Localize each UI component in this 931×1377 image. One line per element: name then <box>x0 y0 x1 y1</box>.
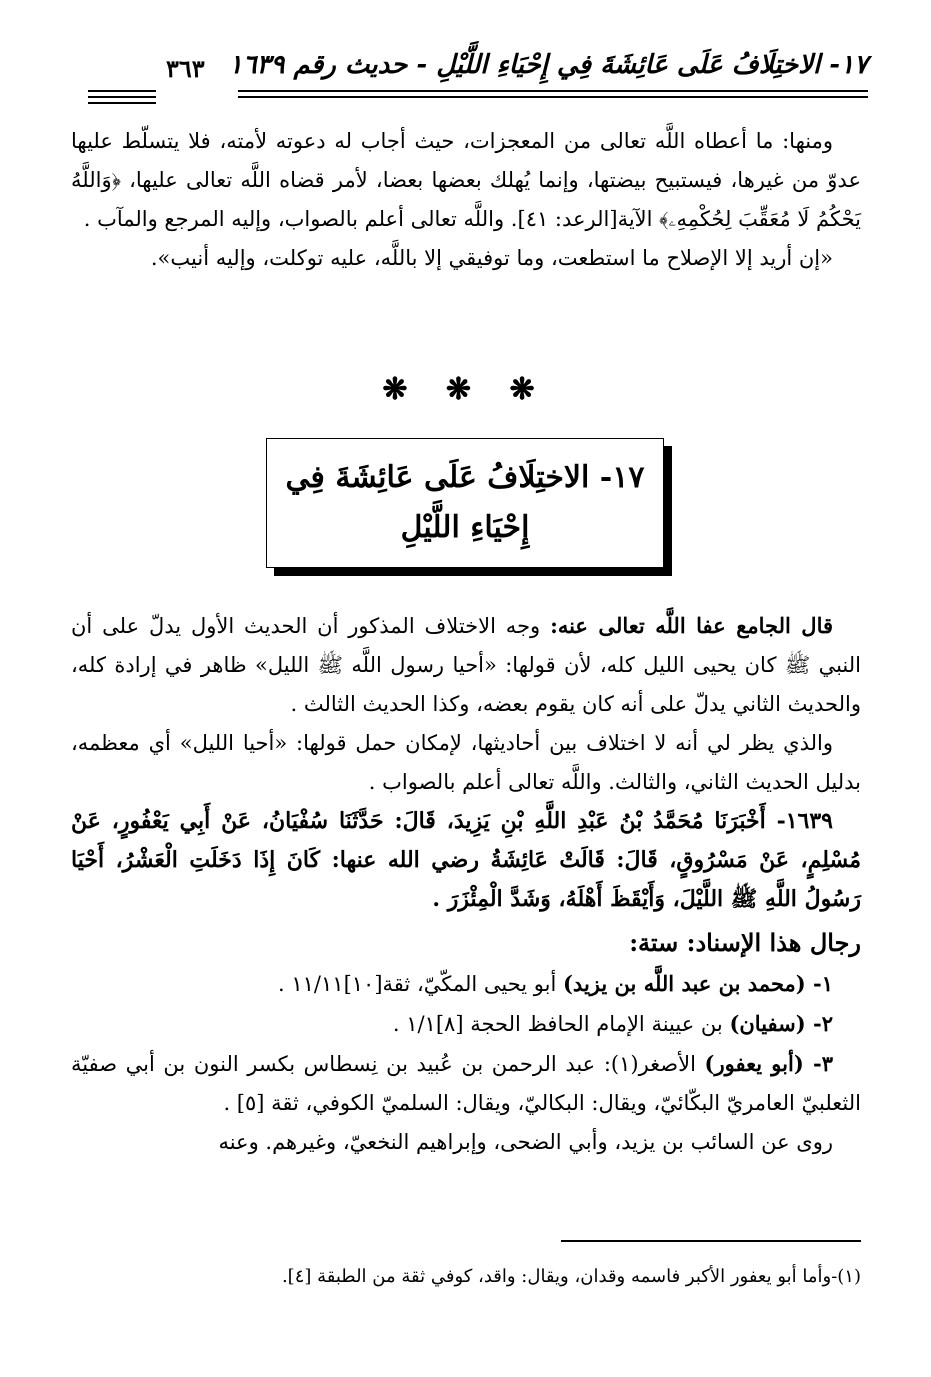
intro-text: وجه الاختلاف المذكور أن الحديث الأول يدلّ على أن النبي ﷺ كان يحيى الليل كله، لأن قولها: «أحيا رسول اللَّه ﷺ الليل» ظاهر في إرادة كله، والحديث الثاني يدلّ على أنه كان يقوم بعضه، وكذا الحديث الثالث . <box>71 614 861 716</box>
running-header <box>88 48 868 104</box>
top-text <box>71 122 861 278</box>
narrator-desc: الأصغر(١): عبد الرحمن بن عُبيد بن نِسطاس بكسر النون بن أبي صفيّة الثعلبيّ العامريّ البكّائيّ، ويقال: البكاليّ، ويقال: السلميّ الكوفي، ثقة [٥] . <box>71 1052 861 1115</box>
chapter-text <box>71 606 861 1162</box>
narrator-name: ٢- (سفيان) <box>729 1011 833 1036</box>
narrator-name: ٣- (أبو يعفور) <box>704 1051 833 1076</box>
paragraph: ومنها: ما أعطاه اللَّه تعالى من المعجزات، حيث أجاب له دعوته لأمته، فلا يتسلّط عليها عدوّ من غيرها، فيستبيح بيضتها، وإنما يُهلك بعضها بعضا، لأمر قضاه اللَّه تعالى عليها، ﴿وَاللَّهُ يَحْكُمُ لَا مُعَقِّبَ لِحُكْمِهِۦ﴾ الآية[الرعد: ٤١]. واللَّه تعالى أعلم بالصواب، وإليه المرجع والمآب . <box>71 129 861 231</box>
rijal-heading: رجال هذا الإسناد: ستة: <box>629 928 861 957</box>
narrator-item <box>71 1044 861 1123</box>
narrator-item <box>71 964 861 1004</box>
chapter-title-line: إِحْيَاءِ اللَّيْلِ <box>400 510 530 545</box>
page-number: ٣٦٣ <box>166 54 205 83</box>
narrator-desc: بن عيينة الإمام الحافظ الحجة [٨]١/١ . <box>392 1012 730 1036</box>
narrator-item <box>71 1004 861 1044</box>
narrator-desc: أبو يحيى المكّيّ، ثقة[١٠]١١/١١ . <box>278 972 563 996</box>
narrator-name: ١- (محمد بن عبد اللَّه بن يزيد) <box>563 971 833 996</box>
header-rule <box>238 96 868 98</box>
header-rule <box>88 90 156 92</box>
hadith-text: ١٦٣٩- أَخْبَرَنَا مُحَمَّدُ بْنُ عَبْدِ اللَّهِ بْنِ يَزِيدَ، قَالَ: حَدَّثَنَا سُفْيَانُ، عَنْ أَبِي يَعْفُورٍ، عَنْ مُسْلِمٍ، عَنْ مَسْرُوقٍ، قَالَ: قَالَتْ عَائِشَةُ رضي الله عنها: كَانَ إِذَا دَخَلَتِ الْعَشْرُ، أَحْيَا رَسُولُ اللَّهِ ﷺ اللَّيْلَ، وَأَيْقَظَ أَهْلَهُ، وَشَدَّ الْمِئْزَرَ . <box>71 808 861 912</box>
paragraph: والذي يظر لي أنه لا اختلاف بين أحاديثها، لإمكان حمل قولها: «أحيا الليل» أي معظمه، بدليل الحديث الثاني، والثالث. واللَّه تعالى أعلم بالصواب . <box>71 731 861 794</box>
header-rule <box>238 90 868 92</box>
header-title: ١٧- الاختِلَافُ عَلَى عَائِشَةَ فِي إِحْيَاءِ اللَّيْلِ - حديث رقم ١٦٣٩ <box>228 50 868 80</box>
author-note-lead: قال الجامع عفا اللَّه تعالى عنه: <box>550 613 834 638</box>
chapter-title-box <box>266 438 664 568</box>
chapter-title-line: ١٧- الاختِلَافُ عَلَى عَائِشَةَ فِي <box>285 460 645 495</box>
paragraph: «إن أريد إلا الإصلاح ما استطعت، وما توفيقي إلا باللَّه، عليه توكلت، وإليه أنيب». <box>150 246 833 270</box>
header-rule <box>88 102 156 104</box>
section-separator: ❋ ❋ ❋ <box>382 372 549 407</box>
paragraph: روى عن السائب بن يزيد، وأبي الضحى، وإبراهيم النخعيّ، وغيرهم. وعنه <box>218 1130 833 1154</box>
footnote-rule <box>561 1240 861 1242</box>
intro-paragraph <box>71 606 861 724</box>
header-rule <box>88 96 156 98</box>
footnote: (١)-وأما أبو يعفور الأكبر فاسمه وقدان، ويقال: واقد، كوفي ثقة من الطبقة [٤]. <box>281 1266 861 1287</box>
